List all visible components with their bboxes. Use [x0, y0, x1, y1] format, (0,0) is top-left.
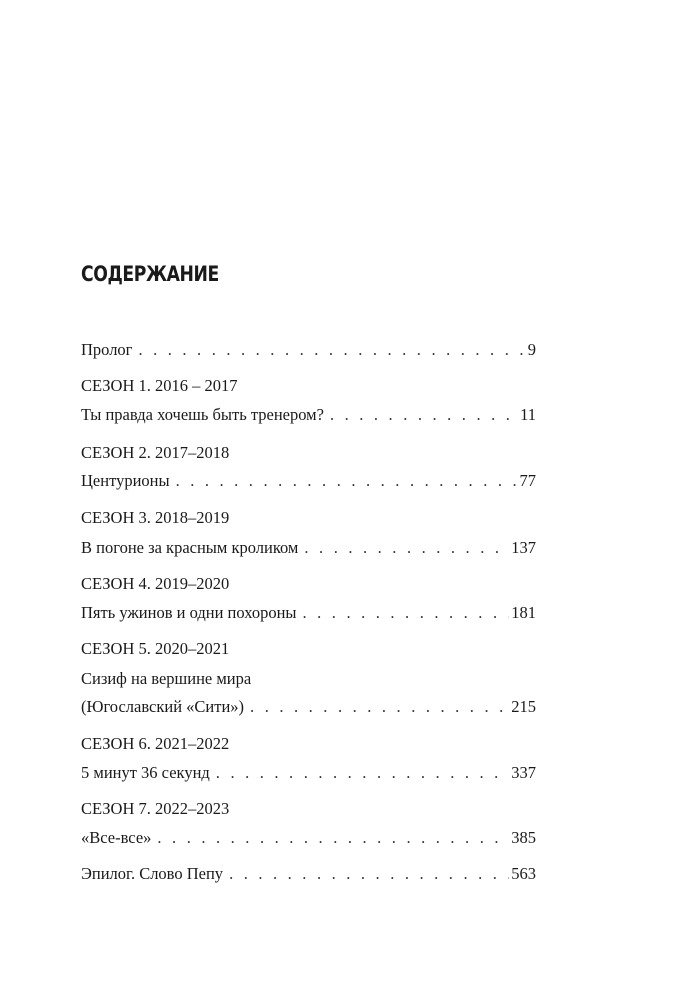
- toc-entry-season6[interactable]: [81, 757, 536, 789]
- dot-leader: [157, 822, 509, 854]
- toc-entry-epilogue[interactable]: [81, 858, 536, 890]
- toc-entry-page: 215: [511, 697, 536, 716]
- season-heading-5: СЕЗОН 5. 2020–2021: [81, 639, 230, 658]
- toc-entry-page: 9: [527, 340, 536, 359]
- toc-entry-season2[interactable]: [81, 465, 536, 497]
- toc-entry-season5-line1[interactable]: Сизиф на вершине мира: [81, 669, 252, 688]
- season-heading-6: СЕЗОН 6. 2021–2022: [81, 734, 230, 753]
- dot-leader: [250, 691, 509, 723]
- dot-leader: [304, 532, 509, 564]
- toc-entry-season1[interactable]: [81, 399, 536, 431]
- toc-entry-page: 137: [511, 538, 536, 557]
- toc-entry-season7[interactable]: [81, 822, 536, 854]
- toc-entry-page: 11: [520, 405, 536, 424]
- page-title: СОДЕРЖАНИЕ: [81, 262, 219, 286]
- dot-leader: [138, 334, 525, 366]
- toc-entry-title: Пять ужинов и одни похороны: [81, 603, 297, 622]
- toc-entry-page: 563: [511, 864, 536, 883]
- toc-entry-title: Пролог: [81, 340, 133, 359]
- toc-entry-title: 5 минут 36 секунд: [81, 763, 210, 782]
- toc-entry-title: «Все-все»: [81, 828, 152, 847]
- dot-leader: [176, 465, 518, 497]
- toc-entry-prologue[interactable]: [81, 334, 536, 366]
- toc-entry-season4[interactable]: [81, 597, 536, 629]
- toc-entry-season5[interactable]: [81, 691, 536, 723]
- toc-entry-title: Эпилог. Слово Пепу: [81, 864, 224, 883]
- toc-entry-title: Ты правда хочешь быть тренером?: [81, 405, 324, 424]
- dot-leader: [229, 858, 509, 890]
- toc-entry-season3[interactable]: [81, 532, 536, 564]
- dot-leader: [303, 597, 510, 629]
- toc-entry-page: 337: [511, 763, 536, 782]
- season-heading-7: СЕЗОН 7. 2022–2023: [81, 799, 230, 818]
- season-heading-1: СЕЗОН 1. 2016 – 2017: [81, 376, 238, 395]
- season-heading-3: СЕЗОН 3. 2018–2019: [81, 508, 230, 527]
- dot-leader: [216, 757, 509, 789]
- toc-entry-page: 77: [519, 471, 536, 490]
- season-heading-2: СЕЗОН 2. 2017–2018: [81, 443, 230, 462]
- toc-entry-page: 385: [511, 828, 536, 847]
- toc-entry-title: В погоне за красным кроликом: [81, 538, 299, 557]
- toc-entry-title: (Югославский «Сити»): [81, 697, 245, 716]
- season-heading-4: СЕЗОН 4. 2019–2020: [81, 574, 230, 593]
- toc-entry-page: 181: [511, 603, 536, 622]
- dot-leader: [330, 399, 518, 431]
- toc-entry-title: Центурионы: [81, 471, 170, 490]
